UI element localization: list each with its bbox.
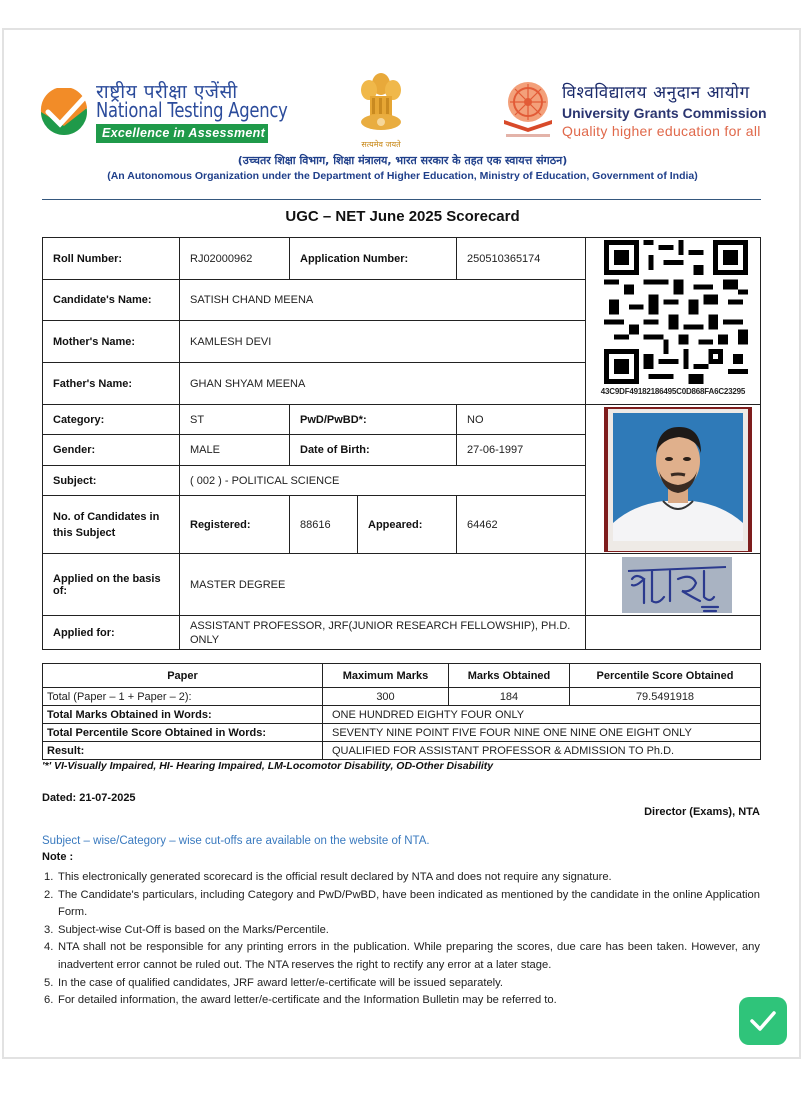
- note-item: 1. This electronically generated scorecard is the official result declared by NTA and does not require any signature.: [44, 871, 612, 883]
- pwd-label: PwD/PwBD*:: [290, 405, 457, 435]
- note-item: 2. The Candidate's particulars, including Category and PwD/PwBD, have been indicated as mentioned by the candidate in the online Application Form.: [44, 888, 760, 919]
- note-item: 3. Subject-wise Cut-Off is based on the Marks/Percentile.: [44, 923, 329, 936]
- header-marks-obtained: Marks Obtained: [449, 664, 570, 688]
- result-label: Result:: [43, 742, 323, 760]
- appeared-value: 64462: [457, 496, 586, 554]
- empty-cell: [586, 616, 761, 650]
- signature-cell: [586, 554, 761, 616]
- gender-value: MALE: [180, 435, 290, 466]
- percentile-value: 79.5491918: [570, 688, 761, 706]
- category-value: ST: [180, 405, 290, 435]
- note-heading: Note :: [42, 851, 74, 863]
- note-item: 4. NTA shall not be responsible for any printing errors in the publication. While preparing the scores, due care has been taken. However, any inadvertent error cannot be ruled out. The NTA reserves the right to rectify any error at a later stage.: [44, 941, 760, 971]
- qr-code-text: 43C9DF49182186495C0D868FA6C23295: [600, 387, 746, 396]
- candidate-name-label: Candidate's Name:: [43, 280, 180, 321]
- header-divider: [42, 199, 761, 200]
- qr-code-icon: [604, 240, 748, 384]
- notes-list: [42, 869, 760, 1010]
- pwd-value: NO: [457, 405, 586, 435]
- disability-footnote: '*' VI-Visually Impaired, HI- Hearing Impaired, LM-Locomotor Disability, OD-Other Disability: [42, 760, 494, 772]
- confirm-check-button[interactable]: [739, 997, 787, 1045]
- mother-name-value: KAMLESH DEVI: [180, 321, 586, 363]
- candidate-info-table: [42, 237, 761, 650]
- ugc-logo: [500, 78, 765, 144]
- basis-value: MASTER DEGREE: [180, 554, 586, 616]
- nta-hindi-name: राष्ट्रीय परीक्षा एजेंसी: [96, 81, 238, 103]
- nta-tagline: Excellence in Assessment: [96, 124, 268, 143]
- ugc-hindi-name: विश्वविद्यालय अनुदान आयोग: [562, 83, 750, 103]
- dob-label: Date of Birth:: [290, 435, 457, 466]
- roll-number-label: Roll Number:: [43, 238, 180, 280]
- nta-english-name: National Testing Agency: [96, 98, 288, 122]
- applied-for-value: ASSISTANT PROFESSOR, JRF(JUNIOR RESEARCH FELLOWSHIP), PH.D. ONLY: [180, 616, 586, 650]
- candidate-name-value: SATISH CHAND MEENA: [180, 280, 586, 321]
- header-paper: Paper: [43, 664, 323, 688]
- mother-name-label: Mother's Name:: [43, 321, 180, 363]
- category-label: Category:: [43, 405, 180, 435]
- total-label: Total (Paper – 1 + Paper – 2):: [43, 688, 323, 706]
- applied-for-label: Applied for:: [43, 616, 180, 650]
- basis-label: Applied on the basis of:: [43, 554, 180, 616]
- roll-number-value: RJ02000962: [180, 238, 290, 280]
- father-name-value: GHAN SHYAM MEENA: [180, 363, 586, 405]
- candidate-signature: [622, 557, 732, 613]
- candidate-count-label: No. of Candidates in this Subject: [43, 496, 180, 554]
- gender-label: Gender:: [43, 435, 180, 466]
- page-title: UGC – NET June 2025 Scorecard: [285, 208, 520, 225]
- marks-table: [42, 663, 761, 760]
- marks-words-label: Total Marks Obtained in Words:: [43, 706, 323, 724]
- marks-obtained-value: 184: [449, 688, 570, 706]
- application-number-value: 250510365174: [457, 238, 586, 280]
- subject-label: Subject:: [43, 466, 180, 496]
- dob-value: 27-06-1997: [457, 435, 586, 466]
- note-item: 6. For detailed information, the award letter/e-certificate and the Information Bulletin may be referred to.: [44, 994, 557, 1007]
- cutoff-notice: Subject – wise/Category – wise cut-offs are available on the website of NTA.: [42, 835, 430, 847]
- nta-logo: [40, 80, 288, 146]
- photo-cell: [586, 405, 761, 554]
- appeared-label: Appeared:: [358, 496, 457, 554]
- ugc-tagline: Quality higher education for all: [562, 123, 761, 139]
- maximum-marks-value: 300: [323, 688, 449, 706]
- checkmark-icon: [749, 1010, 777, 1032]
- signature-icon: [622, 557, 732, 613]
- emblem-motto: सत्यमेव जयते: [361, 140, 401, 149]
- subject-value: ( 002 ) - POLITICAL SCIENCE: [180, 466, 586, 496]
- ugc-wheel-logo-icon: [500, 78, 556, 140]
- nta-checkmark-logo-icon: [40, 88, 88, 136]
- application-number-label: Application Number:: [290, 238, 457, 280]
- registered-label: Registered:: [180, 496, 290, 554]
- result-value: QUALIFIED FOR ASSISTANT PROFESSOR & ADMISSION TO Ph.D.: [323, 742, 761, 760]
- note-item: 5. In the case of qualified candidates, JRF award letter/e-certificate will be issued separately.: [44, 976, 504, 989]
- candidate-portrait-icon: [613, 413, 743, 541]
- ugc-english-name: University Grants Commission: [562, 105, 767, 121]
- header-maximum-marks: Maximum Marks: [323, 664, 449, 688]
- candidate-photo: [604, 407, 752, 552]
- national-emblem: [350, 68, 412, 150]
- issue-date: Dated: 21-07-2025: [42, 792, 136, 804]
- qr-cell: [586, 238, 761, 405]
- subtitle-hindi: (उच्चतर शिक्षा विभाग, शिक्षा मंत्रालय, भारत सरकार के तहत एक स्वायत्त संगठन): [237, 154, 568, 167]
- father-name-label: Father's Name:: [43, 363, 180, 405]
- subtitle-english: (An Autonomous Organization under the Department of Higher Education, Ministry of Education, Government of India): [107, 170, 698, 182]
- percentile-words-label: Total Percentile Score Obtained in Words:: [43, 724, 323, 742]
- registered-value: 88616: [290, 496, 358, 554]
- marks-words-value: ONE HUNDRED EIGHTY FOUR ONLY: [323, 706, 761, 724]
- director-signatory: Director (Exams), NTA: [644, 806, 760, 818]
- ashoka-emblem-icon: [350, 68, 412, 138]
- percentile-words-value: SEVENTY NINE POINT FIVE FOUR NINE ONE NINE ONE EIGHT ONLY: [323, 724, 761, 742]
- header-percentile: Percentile Score Obtained: [570, 664, 761, 688]
